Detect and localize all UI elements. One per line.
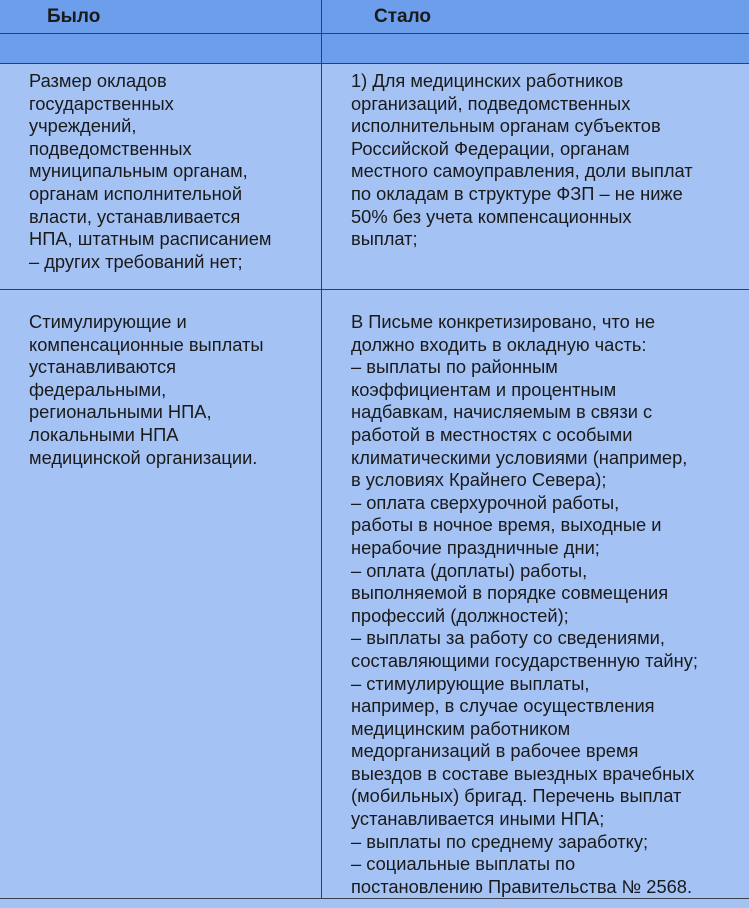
cell-before: Размер окладов государственных учреждений, подведомственных муниципальным органам, органам исполнительной власти, устанавливается НПА, штатным расписанием – других требований нет;	[0, 64, 322, 290]
column-header-before: Было	[0, 0, 322, 34]
column-header-after: Стало	[322, 0, 749, 34]
header-row	[0, 0, 749, 34]
table-row	[0, 290, 749, 899]
empty-cell	[322, 34, 749, 64]
cell-after: В Письме конкретизировано, что не должно входить в окладную часть: – выплаты по районным коэффициентам и процентным надбавкам, начисляемым в связи с работой в местностях с особыми климатическими условиями (например, в условиях Крайнего Севера); – оплата сверхурочной работы, работы в ночное время, выходные и нерабочие праздничные дни; – оплата (доплаты) работы, выполняемой в порядке совмещения профессий (должностей); – выплаты за работу со сведениями, составляющими государственную тайну; – стимулирующие выплаты, например, в случае осуществления медицинским работником медорганизаций в рабочее время выездов в составе выездных врачебных (мобильных) бригад. Перечень выплат устанавливается иными НПА; – выплаты по среднему заработку; – социальные выплаты по постановлению Правительства № 2568.	[322, 290, 749, 899]
table-row	[0, 64, 749, 290]
empty-row	[0, 34, 749, 64]
cell-after: 1) Для медицинских работников организаций, подведомственных исполнительным органам субъектов Российской Федерации, органам местного самоуправления, доли выплат по окладам в структуре ФЗП – не ниже 50% без учета компенсационных выплат;	[322, 64, 749, 290]
empty-cell	[0, 34, 322, 64]
cell-before: Стимулирующие и компенсационные выплаты устанавливаются федеральными, региональными НПА, локальными НПА медицинской организации.	[0, 290, 322, 899]
